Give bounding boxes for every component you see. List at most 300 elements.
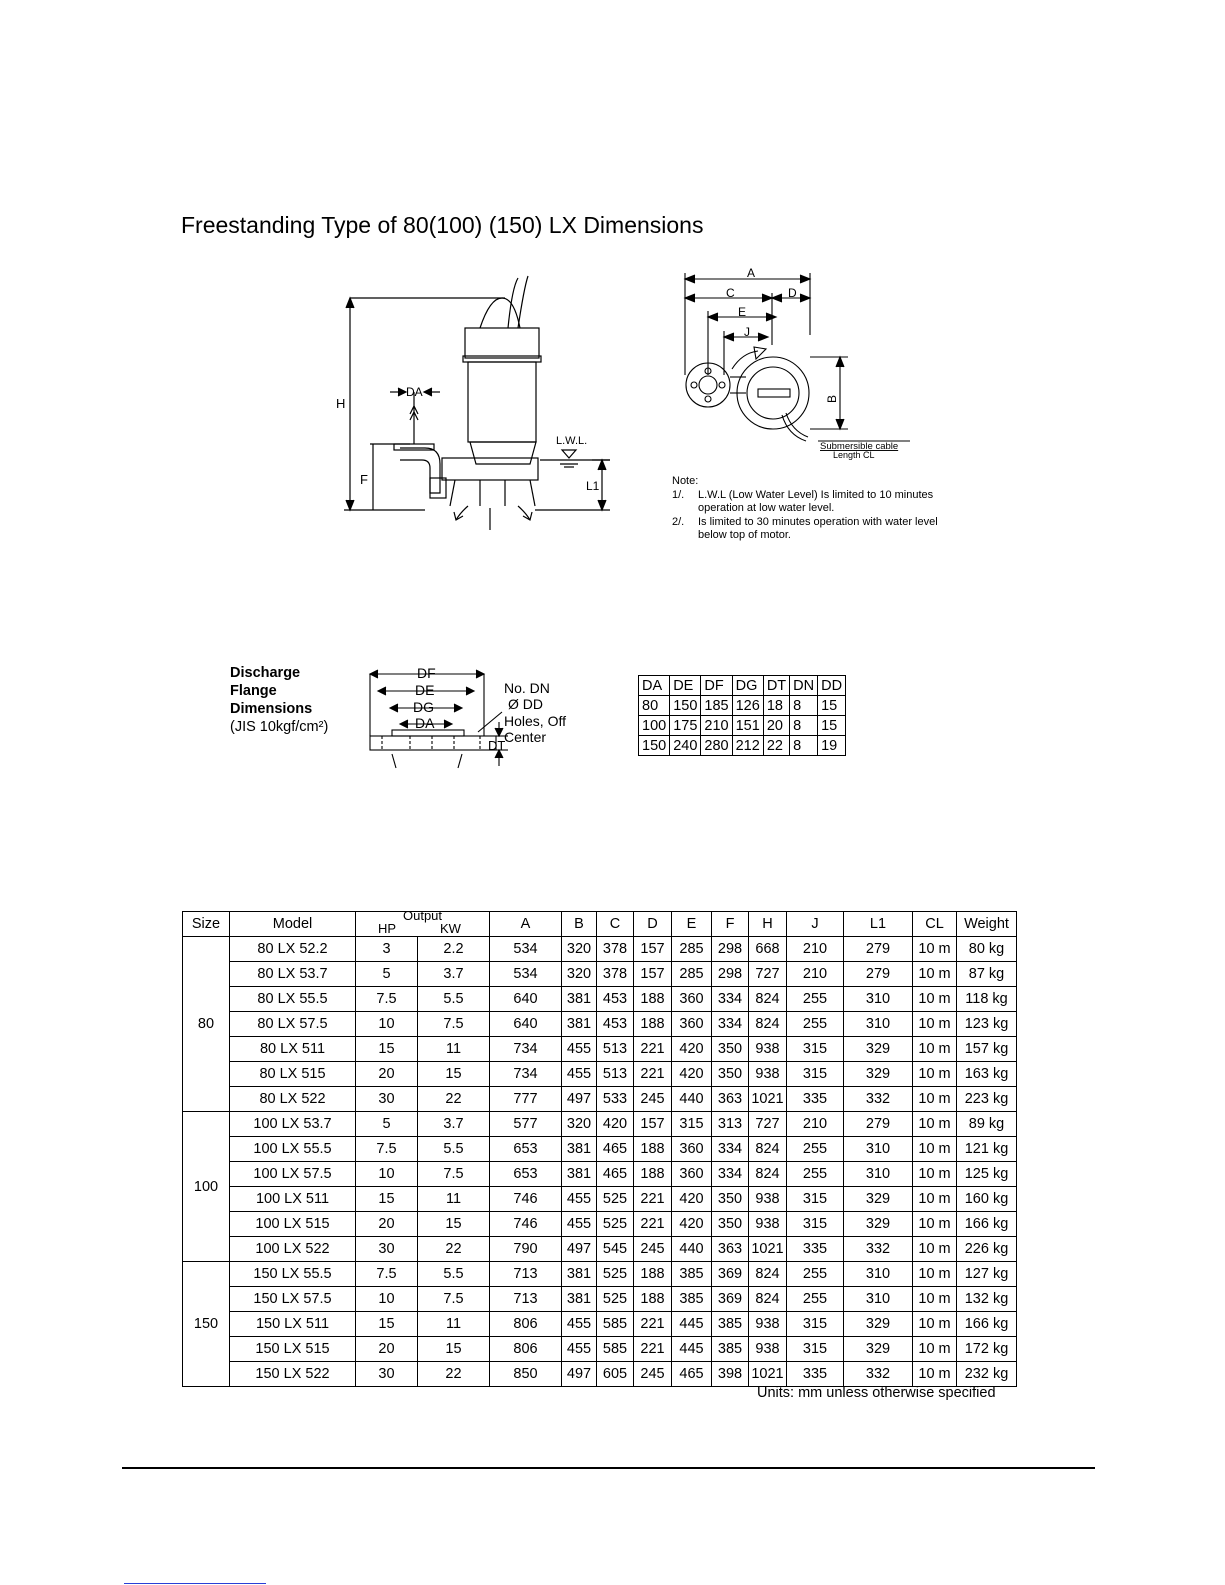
table-cell: 188 xyxy=(634,1262,672,1287)
table-cell: 420 xyxy=(672,1187,712,1212)
table-cell: 298 xyxy=(712,962,749,987)
table-row xyxy=(183,1012,1017,1037)
note-number: 1/. xyxy=(672,488,685,501)
table-cell: 221 xyxy=(634,1187,672,1212)
page-title: Freestanding Type of 80(100) (150) LX Dimensions xyxy=(181,212,704,238)
table-row xyxy=(183,1037,1017,1062)
table-cell: 381 xyxy=(562,1287,597,1312)
table-cell: 221 xyxy=(634,1312,672,1337)
flange-dimensions-table xyxy=(638,675,846,756)
table-cell: 465 xyxy=(672,1362,712,1387)
flange-table-cell: 151 xyxy=(732,716,763,736)
table-cell: 15 xyxy=(356,1312,418,1337)
model-cell: 80 LX 522 xyxy=(230,1087,356,1112)
table-cell: 221 xyxy=(634,1037,672,1062)
table-cell: 7.5 xyxy=(356,1137,418,1162)
table-cell: 255 xyxy=(787,1162,844,1187)
table-cell: 166 kg xyxy=(957,1212,1017,1237)
header-c: C xyxy=(597,912,634,937)
table-cell: 10 m xyxy=(913,1062,957,1087)
table-cell: 30 xyxy=(356,1362,418,1387)
table-cell: 806 xyxy=(490,1312,562,1337)
table-cell: 3.7 xyxy=(418,962,490,987)
table-cell: 210 xyxy=(787,937,844,962)
table-cell: 10 m xyxy=(913,1212,957,1237)
table-row xyxy=(183,1137,1017,1162)
table-cell: 713 xyxy=(490,1287,562,1312)
model-cell: 100 LX 515 xyxy=(230,1212,356,1237)
table-cell: 453 xyxy=(597,1012,634,1037)
table-cell: 440 xyxy=(672,1237,712,1262)
flange-table-cell: 20 xyxy=(763,716,789,736)
table-cell: 5 xyxy=(356,1112,418,1137)
table-cell: 315 xyxy=(787,1212,844,1237)
flange-table-cell: 150 xyxy=(639,736,670,756)
flange-table-cell: 210 xyxy=(701,716,732,736)
table-cell: 11 xyxy=(418,1187,490,1212)
table-cell: 329 xyxy=(844,1337,913,1362)
table-row xyxy=(183,1362,1017,1387)
table-cell: 824 xyxy=(749,1162,787,1187)
table-cell: 22 xyxy=(418,1237,490,1262)
note-item xyxy=(672,516,952,543)
table-cell: 329 xyxy=(844,1062,913,1087)
dg-label: DG xyxy=(413,699,434,715)
table-cell: 363 xyxy=(712,1237,749,1262)
table-cell: 746 xyxy=(490,1187,562,1212)
table-row xyxy=(183,1212,1017,1237)
pump-dimensions-table xyxy=(182,908,1017,1387)
table-cell: 10 m xyxy=(913,937,957,962)
table-cell: 188 xyxy=(634,1162,672,1187)
table-cell: 10 m xyxy=(913,1262,957,1287)
flange-table-cell: 8 xyxy=(790,716,818,736)
c-dim-label: C xyxy=(726,286,735,300)
model-cell: 80 LX 515 xyxy=(230,1062,356,1087)
table-cell: 5.5 xyxy=(418,1137,490,1162)
table-cell: 10 m xyxy=(913,1012,957,1037)
flange-table-cell: 15 xyxy=(818,716,846,736)
flange-table-cell: 8 xyxy=(790,736,818,756)
table-header-row xyxy=(183,912,1017,937)
table-cell: 329 xyxy=(844,1212,913,1237)
flange-table-cell: 19 xyxy=(818,736,846,756)
table-cell: 381 xyxy=(562,1137,597,1162)
table-cell: 420 xyxy=(597,1112,634,1137)
table-cell: 332 xyxy=(844,1237,913,1262)
table-cell: 279 xyxy=(844,1112,913,1137)
flange-diagram xyxy=(362,664,582,770)
header-l1: L1 xyxy=(844,912,913,937)
table-cell: 127 kg xyxy=(957,1262,1017,1287)
flange-header-cell: DT xyxy=(763,676,789,696)
table-cell: 334 xyxy=(712,987,749,1012)
table-cell: 777 xyxy=(490,1087,562,1112)
table-cell: 381 xyxy=(562,1162,597,1187)
table-cell: 746 xyxy=(490,1212,562,1237)
table-cell: 938 xyxy=(749,1062,787,1087)
table-cell: 7.5 xyxy=(418,1287,490,1312)
table-cell: 497 xyxy=(562,1087,597,1112)
table-cell: 713 xyxy=(490,1262,562,1287)
table-cell: 132 kg xyxy=(957,1287,1017,1312)
table-cell: 80 kg xyxy=(957,937,1017,962)
table-cell: 285 xyxy=(672,962,712,987)
table-cell: 385 xyxy=(672,1262,712,1287)
table-cell: 11 xyxy=(418,1037,490,1062)
table-cell: 335 xyxy=(787,1087,844,1112)
header-h: H xyxy=(749,912,787,937)
table-cell: 7.5 xyxy=(356,987,418,1012)
table-cell: 313 xyxy=(712,1112,749,1137)
table-cell: 653 xyxy=(490,1137,562,1162)
table-cell: 160 kg xyxy=(957,1187,1017,1212)
table-cell: 255 xyxy=(787,987,844,1012)
model-cell: 100 LX 53.7 xyxy=(230,1112,356,1137)
table-cell: 10 m xyxy=(913,1237,957,1262)
table-cell: 7.5 xyxy=(418,1012,490,1037)
flange-table-cell: 18 xyxy=(763,696,789,716)
table-cell: 10 xyxy=(356,1287,418,1312)
table-cell: 172 kg xyxy=(957,1337,1017,1362)
table-cell: 727 xyxy=(749,962,787,987)
table-cell: 157 kg xyxy=(957,1037,1017,1062)
table-cell: 668 xyxy=(749,937,787,962)
table-cell: 30 xyxy=(356,1087,418,1112)
j-dim-label: J xyxy=(744,325,750,339)
table-cell: 15 xyxy=(356,1187,418,1212)
table-cell: 320 xyxy=(562,962,597,987)
table-row xyxy=(183,1187,1017,1212)
table-row xyxy=(183,1312,1017,1337)
table-cell: 513 xyxy=(597,1037,634,1062)
l1-dim-label: L1 xyxy=(586,479,600,493)
table-cell: 1021 xyxy=(749,1362,787,1387)
table-cell: 157 xyxy=(634,937,672,962)
table-cell: 727 xyxy=(749,1112,787,1137)
header-f: F xyxy=(712,912,749,937)
d-dim-label: D xyxy=(788,286,797,300)
table-cell: 350 xyxy=(712,1062,749,1087)
e-dim-label: E xyxy=(738,305,747,319)
model-cell: 80 LX 53.7 xyxy=(230,962,356,987)
cable-length-label: Length CL xyxy=(833,450,875,460)
model-cell: 80 LX 52.2 xyxy=(230,937,356,962)
footer-link-underline xyxy=(124,1583,266,1584)
table-cell: 385 xyxy=(712,1312,749,1337)
table-cell: 210 xyxy=(787,962,844,987)
note-item xyxy=(672,489,952,516)
table-cell: 166 kg xyxy=(957,1312,1017,1337)
table-cell: 497 xyxy=(562,1237,597,1262)
table-cell: 315 xyxy=(787,1337,844,1362)
table-row xyxy=(183,1087,1017,1112)
table-cell: 310 xyxy=(844,987,913,1012)
table-cell: 226 kg xyxy=(957,1237,1017,1262)
table-cell: 10 xyxy=(356,1012,418,1037)
model-cell: 150 LX 57.5 xyxy=(230,1287,356,1312)
table-row xyxy=(183,937,1017,962)
table-cell: 30 xyxy=(356,1237,418,1262)
size-cell: 80 xyxy=(183,937,230,1112)
table-cell: 22 xyxy=(418,1087,490,1112)
a-dim-label: A xyxy=(747,266,756,280)
table-cell: 255 xyxy=(787,1262,844,1287)
table-cell: 118 kg xyxy=(957,987,1017,1012)
table-cell: 3.7 xyxy=(418,1112,490,1137)
table-cell: 369 xyxy=(712,1262,749,1287)
table-cell: 245 xyxy=(634,1087,672,1112)
df-label: DF xyxy=(417,665,436,681)
header-hp: HP xyxy=(378,921,397,936)
pump-side-view-diagram xyxy=(330,268,620,538)
table-cell: 363 xyxy=(712,1087,749,1112)
table-cell: 245 xyxy=(634,1237,672,1262)
table-cell: 640 xyxy=(490,1012,562,1037)
table-cell: 20 xyxy=(356,1062,418,1087)
table-row xyxy=(183,1287,1017,1312)
table-cell: 938 xyxy=(749,1337,787,1362)
table-cell: 87 kg xyxy=(957,962,1017,987)
table-cell: 525 xyxy=(597,1187,634,1212)
table-cell: 285 xyxy=(672,937,712,962)
lwl-label: L.W.L. xyxy=(556,435,588,447)
table-cell: 1021 xyxy=(749,1087,787,1112)
table-cell: 824 xyxy=(749,1012,787,1037)
table-cell: 5.5 xyxy=(418,1262,490,1287)
flange-label xyxy=(230,664,328,736)
table-cell: 125 kg xyxy=(957,1162,1017,1187)
note-heading: Note: xyxy=(672,475,699,487)
table-cell: 513 xyxy=(597,1062,634,1087)
table-cell: 497 xyxy=(562,1362,597,1387)
table-cell: 20 xyxy=(356,1337,418,1362)
table-cell: 381 xyxy=(562,1262,597,1287)
table-cell: 455 xyxy=(562,1212,597,1237)
model-cell: 150 LX 511 xyxy=(230,1312,356,1337)
center-label: Center xyxy=(504,729,547,745)
table-cell: 188 xyxy=(634,1012,672,1037)
table-cell: 310 xyxy=(844,1287,913,1312)
table-cell: 378 xyxy=(597,937,634,962)
table-cell: 221 xyxy=(634,1337,672,1362)
flange-table-cell: 212 xyxy=(732,736,763,756)
table-cell: 369 xyxy=(712,1287,749,1312)
header-weight: Weight xyxy=(957,912,1017,937)
model-cell: 150 LX 522 xyxy=(230,1362,356,1387)
da-label: DA xyxy=(415,715,435,731)
table-cell: 605 xyxy=(597,1362,634,1387)
flange-header-cell: DG xyxy=(732,676,763,696)
table-cell: 455 xyxy=(562,1187,597,1212)
flange-table-cell: 126 xyxy=(732,696,763,716)
table-cell: 640 xyxy=(490,987,562,1012)
table-cell: 360 xyxy=(672,1012,712,1037)
header-output xyxy=(356,908,490,937)
flange-table-cell: 175 xyxy=(670,716,701,736)
header-j: J xyxy=(787,912,844,937)
note-number: 2/. xyxy=(672,515,685,528)
flange-table-row xyxy=(639,696,846,716)
table-cell: 335 xyxy=(787,1237,844,1262)
table-cell: 350 xyxy=(712,1037,749,1062)
table-cell: 824 xyxy=(749,1262,787,1287)
table-cell: 938 xyxy=(749,1212,787,1237)
table-cell: 824 xyxy=(749,1137,787,1162)
table-cell: 279 xyxy=(844,937,913,962)
table-cell: 310 xyxy=(844,1262,913,1287)
flange-table-cell: 80 xyxy=(639,696,670,716)
table-cell: 545 xyxy=(597,1237,634,1262)
table-cell: 334 xyxy=(712,1012,749,1037)
table-cell: 232 kg xyxy=(957,1362,1017,1387)
table-cell: 157 xyxy=(634,1112,672,1137)
flange-table-cell: 8 xyxy=(790,696,818,716)
table-cell: 360 xyxy=(672,1162,712,1187)
table-row xyxy=(183,1237,1017,1262)
table-cell: 360 xyxy=(672,987,712,1012)
table-cell: 329 xyxy=(844,1312,913,1337)
table-cell: 315 xyxy=(787,1037,844,1062)
table-cell: 790 xyxy=(490,1237,562,1262)
dt-label: DT xyxy=(488,738,506,753)
table-cell: 221 xyxy=(634,1212,672,1237)
model-cell: 100 LX 522 xyxy=(230,1237,356,1262)
table-row xyxy=(183,962,1017,987)
table-cell: 11 xyxy=(418,1312,490,1337)
flange-header-cell: DN xyxy=(790,676,818,696)
table-cell: 7.5 xyxy=(356,1262,418,1287)
flange-table-header-row xyxy=(639,676,846,696)
table-cell: 445 xyxy=(672,1337,712,1362)
table-cell: 534 xyxy=(490,962,562,987)
table-cell: 7.5 xyxy=(418,1162,490,1187)
table-cell: 329 xyxy=(844,1187,913,1212)
flange-table-cell: 15 xyxy=(818,696,846,716)
table-cell: 938 xyxy=(749,1187,787,1212)
holes-label: Holes, Off xyxy=(504,713,566,729)
table-cell: 315 xyxy=(672,1112,712,1137)
f-dim-label: F xyxy=(360,472,368,487)
table-cell: 245 xyxy=(634,1362,672,1387)
table-cell: 223 kg xyxy=(957,1087,1017,1112)
dd-label: Ø DD xyxy=(508,696,543,712)
b-dim-label: B xyxy=(825,394,839,403)
table-cell: 806 xyxy=(490,1337,562,1362)
table-cell: 10 m xyxy=(913,1362,957,1387)
table-cell: 10 m xyxy=(913,1162,957,1187)
table-cell: 320 xyxy=(562,937,597,962)
table-cell: 10 m xyxy=(913,1037,957,1062)
table-cell: 89 kg xyxy=(957,1112,1017,1137)
table-cell: 315 xyxy=(787,1062,844,1087)
table-cell: 850 xyxy=(490,1362,562,1387)
table-cell: 824 xyxy=(749,1287,787,1312)
header-cl: CL xyxy=(913,912,957,937)
flange-table-cell: 22 xyxy=(763,736,789,756)
flange-table-row xyxy=(639,716,846,736)
table-cell: 10 m xyxy=(913,1312,957,1337)
flange-header-cell: DE xyxy=(670,676,701,696)
header-output-label: Output xyxy=(402,908,443,923)
table-row xyxy=(183,1262,1017,1287)
table-cell: 398 xyxy=(712,1362,749,1387)
table-row xyxy=(183,1112,1017,1137)
table-cell: 455 xyxy=(562,1337,597,1362)
table-cell: 10 m xyxy=(913,1087,957,1112)
flange-header-cell: DF xyxy=(701,676,732,696)
flange-table-row xyxy=(639,736,846,756)
flange-table-cell: 100 xyxy=(639,716,670,736)
table-cell: 734 xyxy=(490,1037,562,1062)
header-e: E xyxy=(672,912,712,937)
model-cell: 80 LX 55.5 xyxy=(230,987,356,1012)
table-cell: 577 xyxy=(490,1112,562,1137)
pump-plan-view-diagram xyxy=(670,265,930,475)
header-a: A xyxy=(490,912,562,937)
table-cell: 332 xyxy=(844,1362,913,1387)
table-cell: 440 xyxy=(672,1087,712,1112)
table-cell: 525 xyxy=(597,1212,634,1237)
table-cell: 329 xyxy=(844,1037,913,1062)
table-cell: 332 xyxy=(844,1087,913,1112)
table-cell: 335 xyxy=(787,1362,844,1387)
flange-label-line: Discharge xyxy=(230,665,301,681)
table-cell: 455 xyxy=(562,1312,597,1337)
table-row xyxy=(183,1062,1017,1087)
table-cell: 455 xyxy=(562,1037,597,1062)
table-cell: 255 xyxy=(787,1012,844,1037)
table-cell: 310 xyxy=(844,1012,913,1037)
cable-label: Submersible cable xyxy=(820,441,899,452)
header-kw: KW xyxy=(440,921,461,936)
table-cell: 210 xyxy=(787,1112,844,1137)
flange-header-cell: DA xyxy=(639,676,670,696)
no-dn-label: No. DN xyxy=(504,680,550,696)
table-cell: 10 m xyxy=(913,1287,957,1312)
table-cell: 824 xyxy=(749,987,787,1012)
table-cell: 20 xyxy=(356,1212,418,1237)
model-cell: 100 LX 55.5 xyxy=(230,1137,356,1162)
table-cell: 465 xyxy=(597,1162,634,1187)
flange-table-cell: 185 xyxy=(701,696,732,716)
flange-header-cell: DD xyxy=(818,676,846,696)
da-dim-label: DA xyxy=(406,385,423,399)
flange-spec: (JIS 10kgf/cm²) xyxy=(230,719,329,735)
table-cell: 350 xyxy=(712,1212,749,1237)
header-model: Model xyxy=(230,912,356,937)
table-cell: 938 xyxy=(749,1312,787,1337)
table-cell: 585 xyxy=(597,1312,634,1337)
table-cell: 15 xyxy=(418,1062,490,1087)
table-cell: 10 m xyxy=(913,1187,957,1212)
table-cell: 381 xyxy=(562,987,597,1012)
table-cell: 298 xyxy=(712,937,749,962)
model-cell: 100 LX 57.5 xyxy=(230,1162,356,1187)
table-cell: 10 m xyxy=(913,962,957,987)
table-cell: 938 xyxy=(749,1037,787,1062)
table-cell: 10 m xyxy=(913,1137,957,1162)
table-cell: 188 xyxy=(634,987,672,1012)
table-cell: 2.2 xyxy=(418,937,490,962)
table-cell: 157 xyxy=(634,962,672,987)
table-cell: 585 xyxy=(597,1337,634,1362)
table-row xyxy=(183,1162,1017,1187)
table-cell: 310 xyxy=(844,1162,913,1187)
table-cell: 255 xyxy=(787,1287,844,1312)
note-block xyxy=(672,475,952,543)
table-cell: 121 kg xyxy=(957,1137,1017,1162)
